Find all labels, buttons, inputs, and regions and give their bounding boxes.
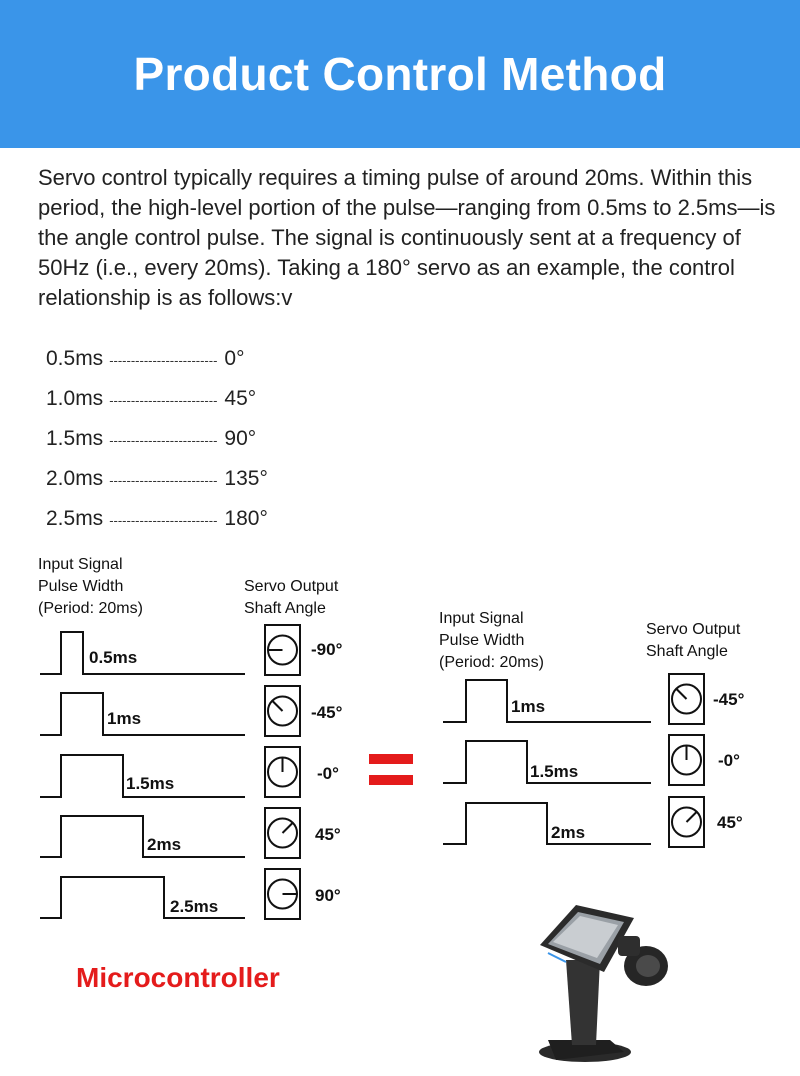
label-line: Shaft Angle — [244, 600, 326, 617]
mapping-pulse: 0.5ms — [46, 347, 104, 370]
servo-dial-icon — [265, 869, 300, 919]
label-line: Servo Output — [646, 621, 741, 638]
mapping-dashes: ------------------------- — [109, 513, 218, 528]
angle-label: 45° — [717, 813, 743, 832]
label-line: Input Signal — [439, 610, 524, 627]
pulse-width-label: 0.5ms — [89, 648, 138, 667]
pulse-waveform — [443, 803, 651, 844]
mapping-angle: 180° — [224, 507, 268, 530]
servo-dial-icon — [265, 747, 300, 797]
label-line: Shaft Angle — [646, 643, 728, 660]
servo-dial-icon — [669, 674, 704, 724]
label-line: Input Signal — [38, 556, 123, 573]
label-line: Pulse Width — [38, 578, 124, 595]
angle-label: 45° — [315, 825, 341, 844]
mapping-dashes: ------------------------- — [109, 473, 218, 488]
label-line: Servo Output — [244, 578, 339, 595]
servo-dial-icon — [265, 625, 300, 675]
servo-dial-icon — [669, 797, 704, 847]
pulse-width-label: 1ms — [511, 697, 546, 716]
servo-dial-icon — [265, 808, 300, 858]
mapping-dashes: ------------------------- — [109, 433, 218, 448]
pulse-width-label: 2.5ms — [170, 897, 219, 916]
pulse-width-label: 1.5ms — [530, 762, 579, 781]
servo-dial-icon — [669, 735, 704, 785]
label-line: Pulse Width — [439, 632, 525, 649]
pulse-width-label: 1ms — [107, 709, 142, 728]
mapping-angle: 90° — [224, 427, 257, 450]
angle-label: -0° — [718, 751, 740, 770]
servo-dials — [265, 625, 704, 919]
pulse-waveform — [40, 877, 245, 918]
label-line: (Period: 20ms) — [439, 654, 544, 671]
angle-label: -90° — [311, 640, 343, 659]
pulse-waveform — [40, 755, 245, 797]
mapping-dashes: ------------------------- — [109, 393, 218, 408]
rc-transmitter-icon — [539, 905, 668, 1062]
mapping-angle: 45° — [224, 387, 257, 410]
page-title: Product Control Method — [133, 48, 667, 100]
equals-icon — [369, 754, 413, 785]
mapping-pulse: 2.5ms — [46, 507, 104, 530]
pulse-waveforms — [40, 632, 651, 918]
pulse-waveform — [443, 741, 651, 783]
mapping-pulse: 1.5ms — [46, 427, 104, 450]
angle-label: 90° — [315, 886, 341, 905]
pulse-width-label: 2ms — [147, 835, 182, 854]
mapping-pulse: 1.0ms — [46, 387, 104, 410]
mapping-angle: 135° — [224, 467, 268, 490]
angle-label: -45° — [311, 703, 343, 722]
mapping-angle: 0° — [224, 347, 245, 370]
intro-paragraph: Servo control typically requires a timing pulse of around 20ms. Within this period, the high-level portion of the pulse—ranging from 0.5ms to 2.5ms—is the angle control pulse. The signal is continuously sent at a frequency of 50Hz (i.e., every 20ms). Taking a 180° servo as an example, the control relationship is as follows:v — [38, 165, 776, 310]
microcontroller-label: Microcontroller — [76, 962, 280, 993]
pulse-waveform — [40, 816, 245, 857]
servo-dial-icon — [265, 686, 300, 736]
pulse-waveform — [443, 680, 651, 722]
pulse-width-label: 1.5ms — [126, 774, 175, 793]
mapping-pulse: 2.0ms — [46, 467, 104, 490]
label-line: (Period: 20ms) — [38, 600, 143, 617]
pulse-waveform — [40, 632, 245, 674]
mapping-dashes: ------------------------- — [109, 353, 218, 368]
pulse-width-label: 2ms — [551, 823, 586, 842]
angle-label: -0° — [317, 764, 339, 783]
pulse-waveform — [40, 693, 245, 735]
angle-label: -45° — [713, 690, 745, 709]
